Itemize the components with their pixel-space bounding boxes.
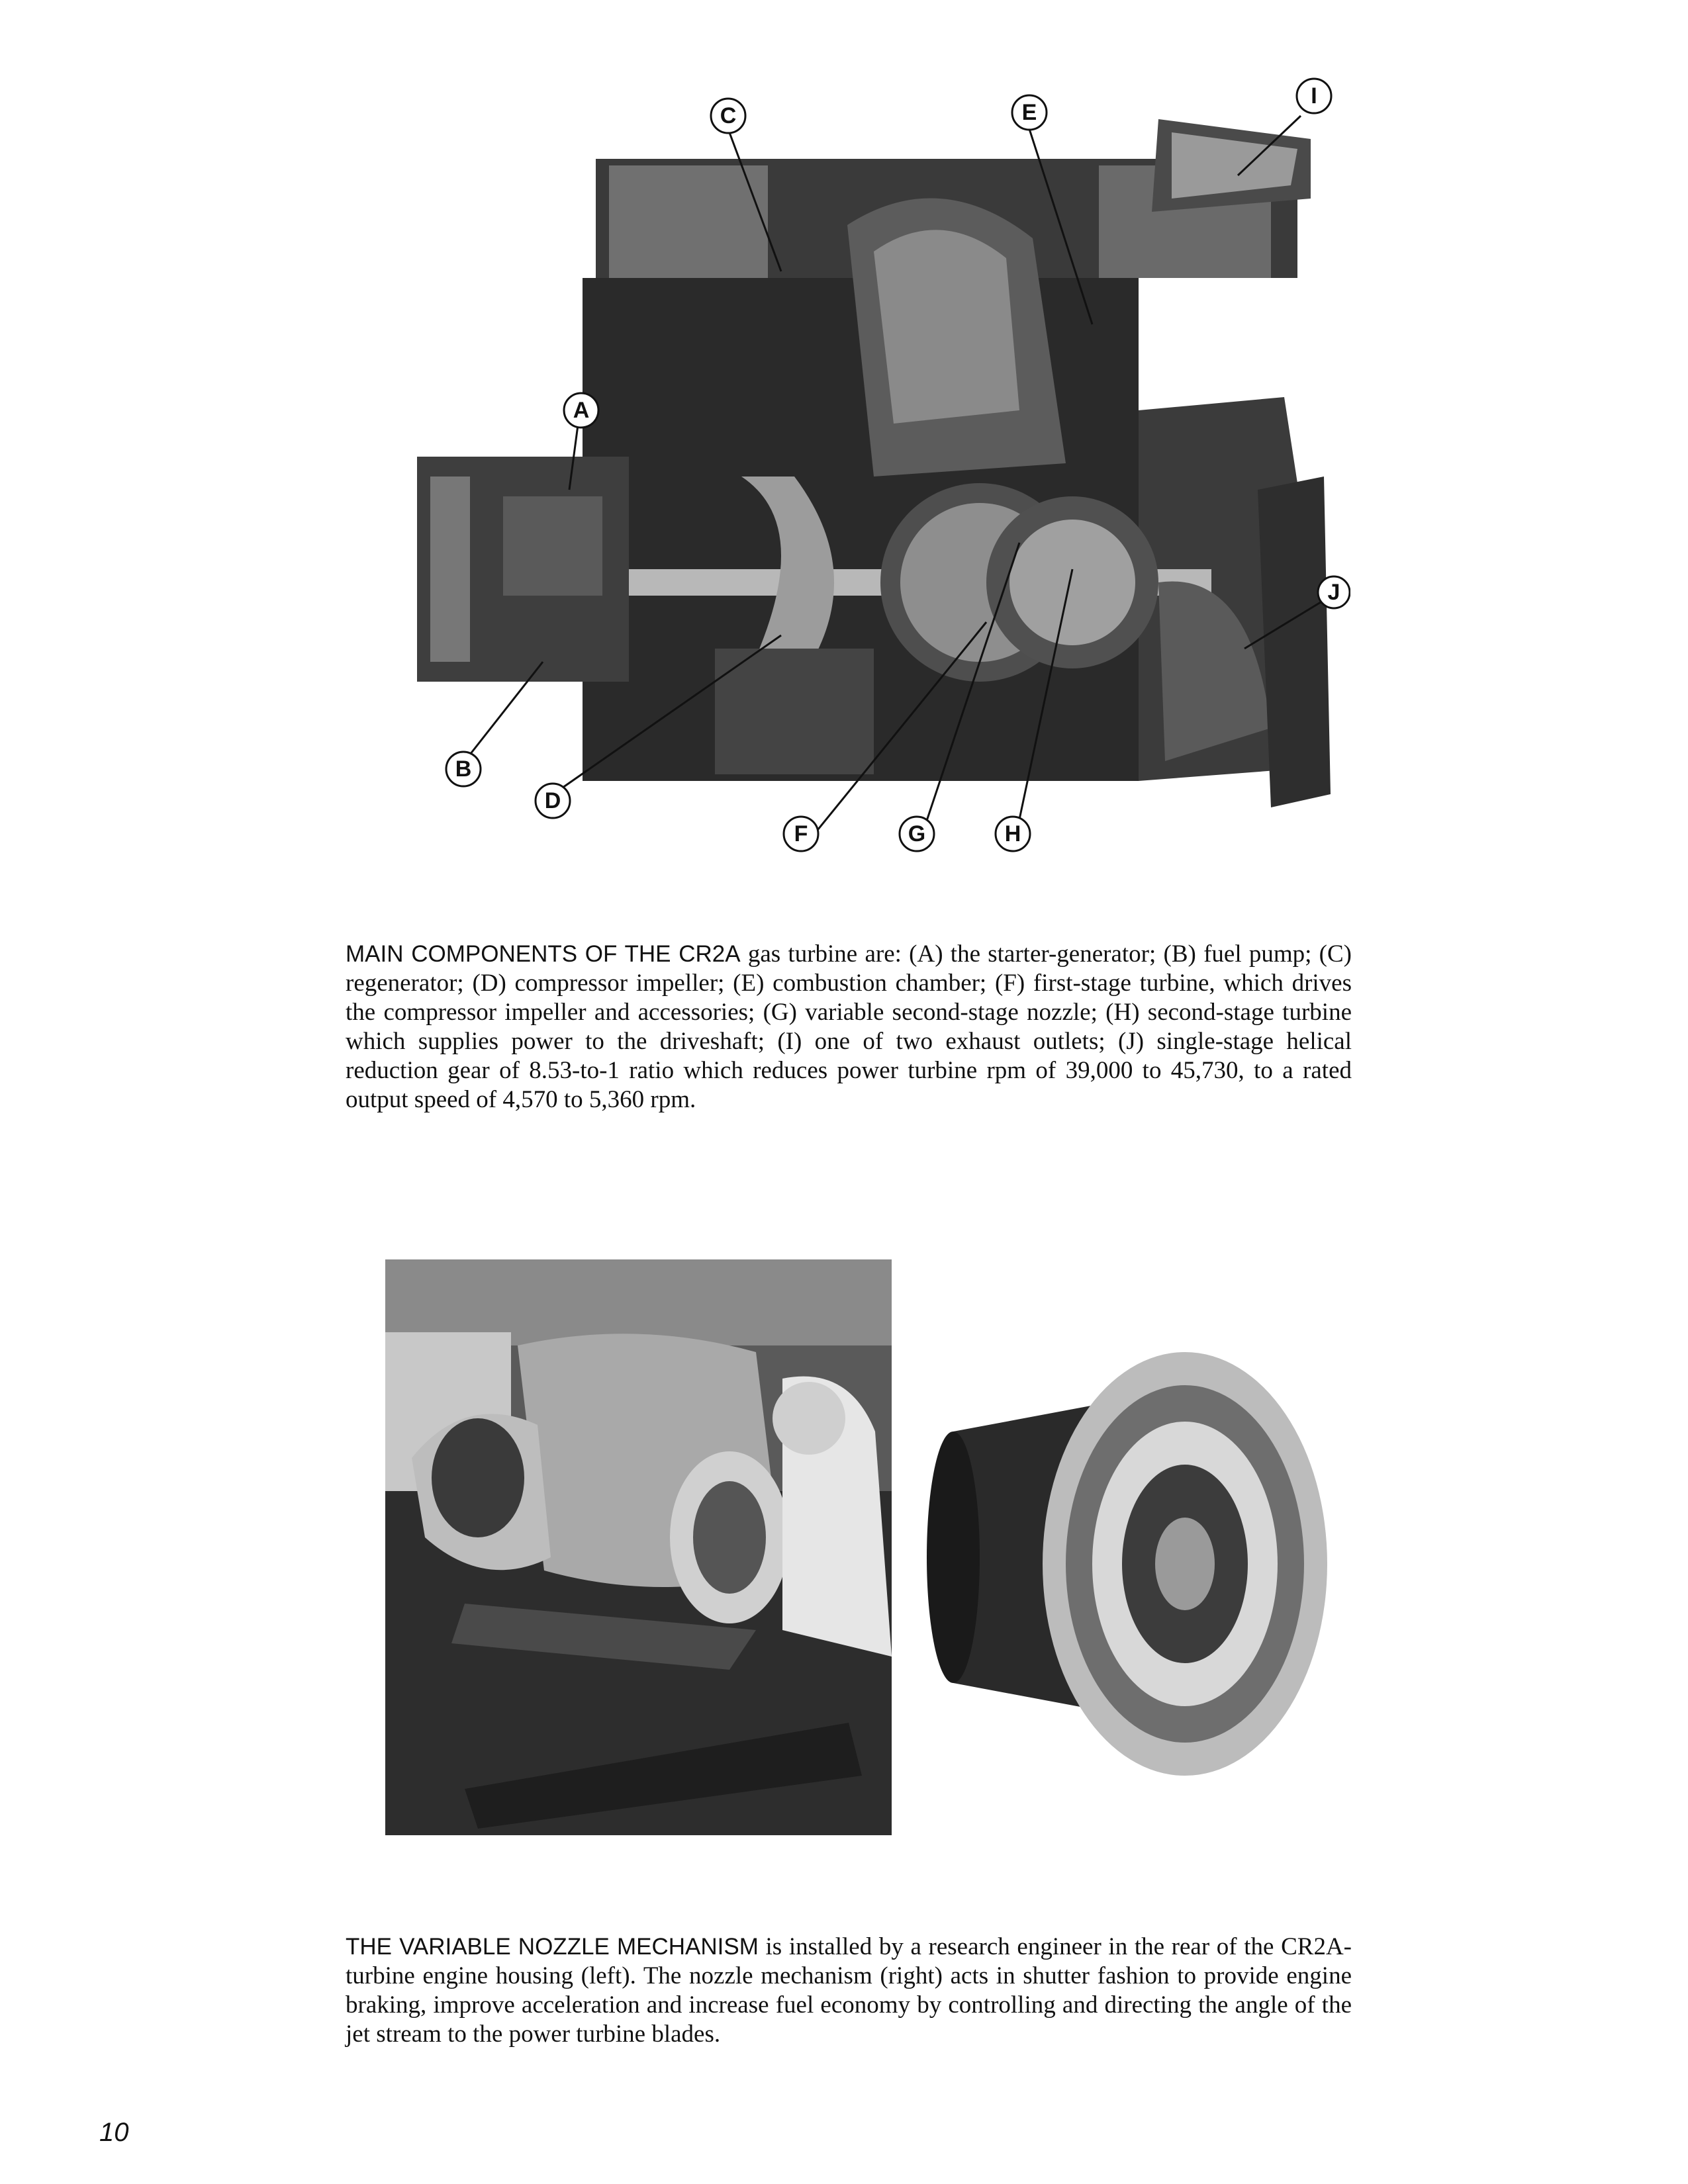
- caption-variable-nozzle: [346, 1933, 1352, 2049]
- caption-main-components: [346, 940, 1352, 1115]
- nozzle-mechanism-photo: [914, 1259, 1331, 1835]
- caption-main-body: gas turbine are: (A) the starter-generator; (B) fuel pump; (C) regenerator; (D) compressor impeller; (E) combustion chamber; (F) first-stage turbine, which drives the compressor impeller and accessories; (G) variable second-stage nozzle; (H) second-stage turbine which supplies power to the driveshaft; (I) one of two exhaust outlets; (J) single-stage helical reduction gear of 8.53-to-1 ratio which reduces power turbine rpm of 39,000 to 45,730, to a rated output speed of 4,570 to 5,360 rpm.: [346, 940, 1352, 1113]
- caption-nozzle-body: is installed by a research engineer in the rear of the CR2A-turbine engine housing (left). The nozzle mechanism (right) acts in shutter fashion to provide engine braking, improve acceleration and increase fuel economy by controlling and directing the angle of the jet stream to the power turbine blades.: [346, 1933, 1352, 2048]
- svg-text:B: B: [455, 756, 472, 782]
- callout-f: [784, 817, 818, 851]
- caption-main-lead: MAIN COMPONENTS OF THE CR2A: [346, 941, 741, 967]
- callout-c: [711, 99, 745, 133]
- svg-text:C: C: [720, 103, 737, 128]
- svg-text:I: I: [1311, 83, 1317, 109]
- caption-nozzle-lead: THE VARIABLE NOZZLE MECHANISM: [346, 1934, 759, 1960]
- callout-b: [446, 752, 481, 786]
- svg-text:G: G: [908, 821, 926, 846]
- svg-text:H: H: [1004, 821, 1021, 846]
- callout-d: [536, 784, 570, 818]
- engineer-installing-nozzle-photo: [385, 1259, 892, 1835]
- turbine-cutaway-drawing: [371, 66, 1350, 854]
- svg-text:E: E: [1021, 100, 1037, 125]
- callout-j: [1318, 576, 1350, 608]
- lab-photo-drawing: [385, 1259, 892, 1835]
- callout-g: [900, 817, 934, 851]
- cutaway-illustration: [371, 66, 1350, 854]
- svg-text:A: A: [573, 398, 590, 423]
- callout-a: [564, 393, 598, 428]
- callout-h: [996, 817, 1030, 851]
- svg-text:F: F: [794, 821, 808, 846]
- nozzle-photo-drawing: [914, 1259, 1331, 1835]
- svg-text:J: J: [1327, 580, 1340, 605]
- callout-e: [1012, 95, 1047, 130]
- page-number: 10: [99, 2118, 129, 2147]
- svg-text:D: D: [544, 788, 561, 813]
- callout-i: [1297, 79, 1331, 113]
